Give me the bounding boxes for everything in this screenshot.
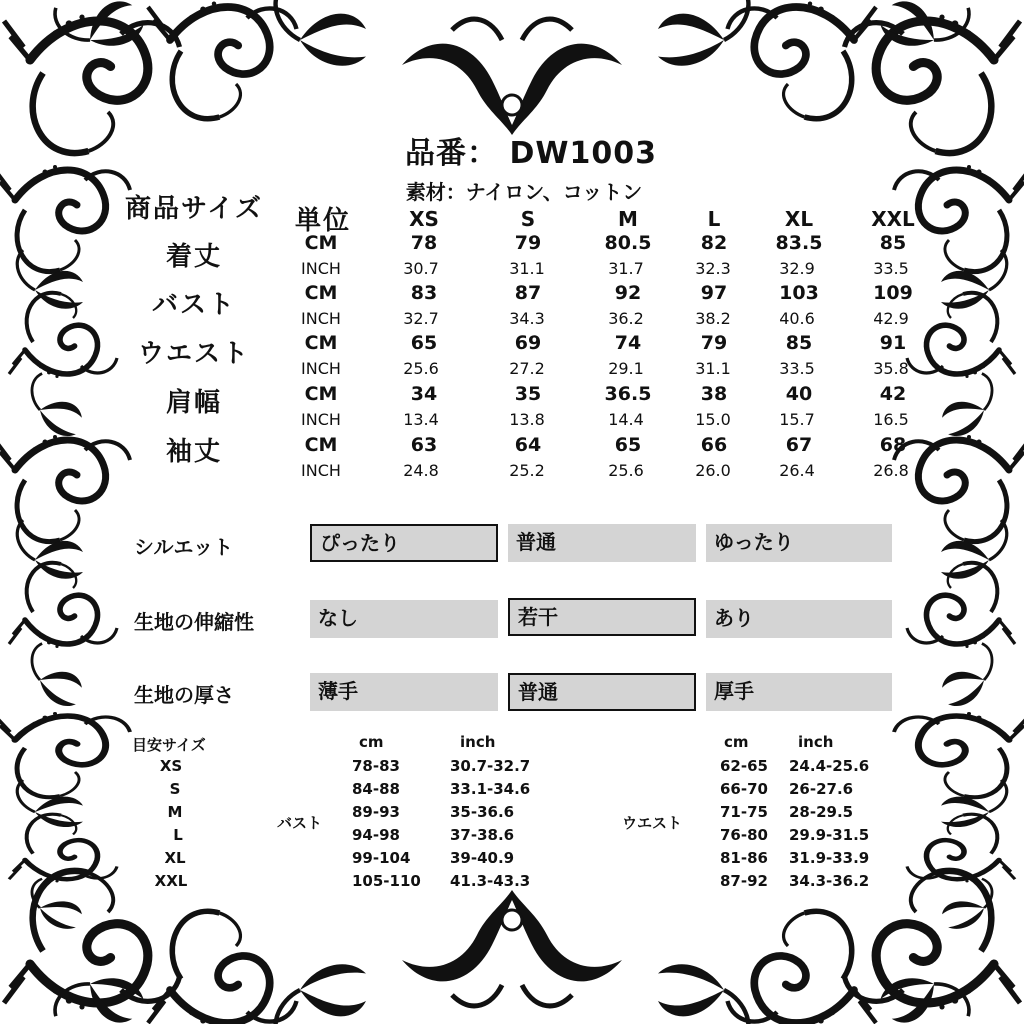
unit-cm: CM bbox=[304, 232, 338, 254]
measure-label: 肩幅 bbox=[165, 388, 223, 418]
value-inch: 40.6 bbox=[779, 309, 815, 328]
measure-label: 袖丈 bbox=[165, 437, 223, 467]
value-inch: 34.3 bbox=[509, 309, 545, 328]
guide-bust-label: バスト bbox=[277, 814, 323, 832]
attribute-option: なし bbox=[310, 600, 498, 638]
value-cm: 42 bbox=[879, 383, 907, 405]
guide-waist-cm-header: cm bbox=[724, 733, 749, 751]
value-inch: 26.8 bbox=[873, 461, 909, 480]
measure-label: 着丈 bbox=[165, 242, 223, 272]
unit-header: 単位 bbox=[294, 206, 352, 236]
attribute-option: 普通 bbox=[508, 524, 696, 562]
value-inch: 27.2 bbox=[509, 359, 545, 378]
size-header: XS bbox=[409, 207, 439, 231]
guide-bust-inch: 33.1-34.6 bbox=[450, 780, 531, 798]
attribute-label: 生地の厚さ bbox=[134, 683, 234, 707]
value-inch: 16.5 bbox=[873, 410, 909, 429]
guide-size: XS bbox=[159, 757, 183, 775]
unit-inch: INCH bbox=[301, 410, 341, 429]
value-inch: 29.1 bbox=[608, 359, 644, 378]
guide-waist-cm: 81-86 bbox=[720, 849, 768, 867]
guide-bust-inch-header: inch bbox=[460, 733, 496, 751]
size-header: M bbox=[618, 207, 638, 231]
value-inch: 15.7 bbox=[779, 410, 815, 429]
value-inch: 35.8 bbox=[873, 359, 909, 378]
measure-label: バスト bbox=[151, 290, 237, 320]
attribute-option: ゆったり bbox=[706, 524, 892, 562]
value-inch: 38.2 bbox=[695, 309, 731, 328]
attribute-option: あり bbox=[706, 600, 892, 638]
guide-title: 目安サイズ bbox=[132, 736, 206, 754]
guide-waist-inch-header: inch bbox=[798, 733, 834, 751]
guide-waist-cm: 71-75 bbox=[720, 803, 768, 821]
value-cm: 69 bbox=[514, 332, 542, 354]
attribute-label: 生地の伸縮性 bbox=[134, 610, 254, 634]
guide-bust-inch: 37-38.6 bbox=[450, 826, 515, 844]
product-code: 品番： DW1003 bbox=[405, 136, 657, 171]
value-cm: 67 bbox=[785, 434, 813, 456]
value-cm: 79 bbox=[700, 332, 728, 354]
value-inch: 26.0 bbox=[695, 461, 731, 480]
value-cm: 79 bbox=[514, 232, 542, 254]
value-cm: 36.5 bbox=[604, 383, 652, 405]
value-cm: 35 bbox=[514, 383, 542, 405]
value-cm: 97 bbox=[700, 282, 728, 304]
value-inch: 14.4 bbox=[608, 410, 644, 429]
guide-waist-label: ウエスト bbox=[622, 814, 683, 832]
value-cm: 65 bbox=[410, 332, 438, 354]
value-inch: 26.4 bbox=[779, 461, 815, 480]
unit-cm: CM bbox=[304, 282, 338, 304]
guide-bust-cm: 89-93 bbox=[352, 803, 400, 821]
value-inch: 31.1 bbox=[695, 359, 731, 378]
value-inch: 25.2 bbox=[509, 461, 545, 480]
value-cm: 87 bbox=[514, 282, 542, 304]
unit-inch: INCH bbox=[301, 259, 341, 278]
unit-cm: CM bbox=[304, 332, 338, 354]
attribute-option: 厚手 bbox=[706, 673, 892, 711]
guide-bust-cm: 99-104 bbox=[352, 849, 411, 867]
guide-waist-cm: 62-65 bbox=[720, 757, 768, 775]
value-inch: 15.0 bbox=[695, 410, 731, 429]
guide-bust-cm: 94-98 bbox=[352, 826, 400, 844]
value-inch: 33.5 bbox=[779, 359, 815, 378]
guide-bust-cm: 84-88 bbox=[352, 780, 400, 798]
guide-size: S bbox=[169, 780, 181, 798]
value-inch: 13.4 bbox=[403, 410, 439, 429]
value-inch: 30.7 bbox=[403, 259, 439, 278]
guide-bust-inch: 35-36.6 bbox=[450, 803, 515, 821]
guide-size: XL bbox=[164, 849, 186, 867]
attribute-option: ぴったり bbox=[310, 524, 498, 562]
value-inch: 32.9 bbox=[779, 259, 815, 278]
value-inch: 24.8 bbox=[403, 461, 439, 480]
value-cm: 85 bbox=[879, 232, 907, 254]
guide-waist-inch: 26-27.6 bbox=[789, 780, 854, 798]
value-cm: 64 bbox=[514, 434, 542, 456]
value-cm: 74 bbox=[614, 332, 642, 354]
size-header: XL bbox=[784, 207, 814, 231]
guide-waist-cm: 66-70 bbox=[720, 780, 768, 798]
guide-bust-cm: 78-83 bbox=[352, 757, 400, 775]
value-cm: 63 bbox=[410, 434, 438, 456]
guide-waist-inch: 34.3-36.2 bbox=[789, 872, 870, 890]
value-cm: 40 bbox=[785, 383, 813, 405]
unit-inch: INCH bbox=[301, 309, 341, 328]
value-cm: 80.5 bbox=[604, 232, 652, 254]
value-inch: 25.6 bbox=[608, 461, 644, 480]
attribute-option: 若干 bbox=[508, 598, 696, 636]
guide-size: M bbox=[167, 803, 183, 821]
value-cm: 92 bbox=[614, 282, 642, 304]
value-inch: 32.3 bbox=[695, 259, 731, 278]
guide-waist-cm: 87-92 bbox=[720, 872, 768, 890]
unit-cm: CM bbox=[304, 434, 338, 456]
value-cm: 78 bbox=[410, 232, 438, 254]
value-cm: 66 bbox=[700, 434, 728, 456]
size-header: S bbox=[520, 207, 536, 231]
value-cm: 65 bbox=[614, 434, 642, 456]
value-cm: 103 bbox=[779, 282, 819, 304]
value-cm: 85 bbox=[785, 332, 813, 354]
value-cm: 82 bbox=[700, 232, 728, 254]
unit-inch: INCH bbox=[301, 461, 341, 480]
guide-waist-inch: 29.9-31.5 bbox=[789, 826, 870, 844]
size-header: L bbox=[707, 207, 721, 231]
value-inch: 25.6 bbox=[403, 359, 439, 378]
value-cm: 34 bbox=[410, 383, 438, 405]
attribute-option: 薄手 bbox=[310, 673, 498, 711]
value-inch: 32.7 bbox=[403, 309, 439, 328]
guide-waist-inch: 31.9-33.9 bbox=[789, 849, 870, 867]
value-inch: 31.1 bbox=[509, 259, 545, 278]
guide-waist-cm: 76-80 bbox=[720, 826, 768, 844]
attribute-label: シルエット bbox=[134, 535, 234, 559]
value-inch: 13.8 bbox=[509, 410, 545, 429]
guide-waist-inch: 24.4-25.6 bbox=[789, 757, 870, 775]
guide-waist-inch: 28-29.5 bbox=[789, 803, 854, 821]
guide-bust-inch: 39-40.9 bbox=[450, 849, 515, 867]
value-cm: 38 bbox=[700, 383, 728, 405]
measure-label: ウエスト bbox=[137, 339, 251, 369]
guide-size: XXL bbox=[154, 872, 188, 890]
material-text: 素材：ナイロン、コットン bbox=[405, 180, 643, 204]
value-cm: 68 bbox=[879, 434, 907, 456]
value-cm: 91 bbox=[879, 332, 907, 354]
guide-bust-cm-header: cm bbox=[359, 733, 384, 751]
value-inch: 36.2 bbox=[608, 309, 644, 328]
value-cm: 83 bbox=[410, 282, 438, 304]
size-header: XXL bbox=[871, 207, 915, 231]
value-inch: 33.5 bbox=[873, 259, 909, 278]
guide-bust-cm: 105-110 bbox=[352, 872, 421, 890]
unit-cm: CM bbox=[304, 383, 338, 405]
value-cm: 109 bbox=[873, 282, 913, 304]
value-cm: 83.5 bbox=[775, 232, 823, 254]
value-inch: 31.7 bbox=[608, 259, 644, 278]
unit-inch: INCH bbox=[301, 359, 341, 378]
guide-bust-inch: 41.3-43.3 bbox=[450, 872, 531, 890]
attribute-option: 普通 bbox=[508, 673, 696, 711]
guide-size: L bbox=[173, 826, 183, 844]
size-table-corner-label: 商品サイズ bbox=[125, 194, 263, 224]
value-inch: 42.9 bbox=[873, 309, 909, 328]
guide-bust-inch: 30.7-32.7 bbox=[450, 757, 531, 775]
